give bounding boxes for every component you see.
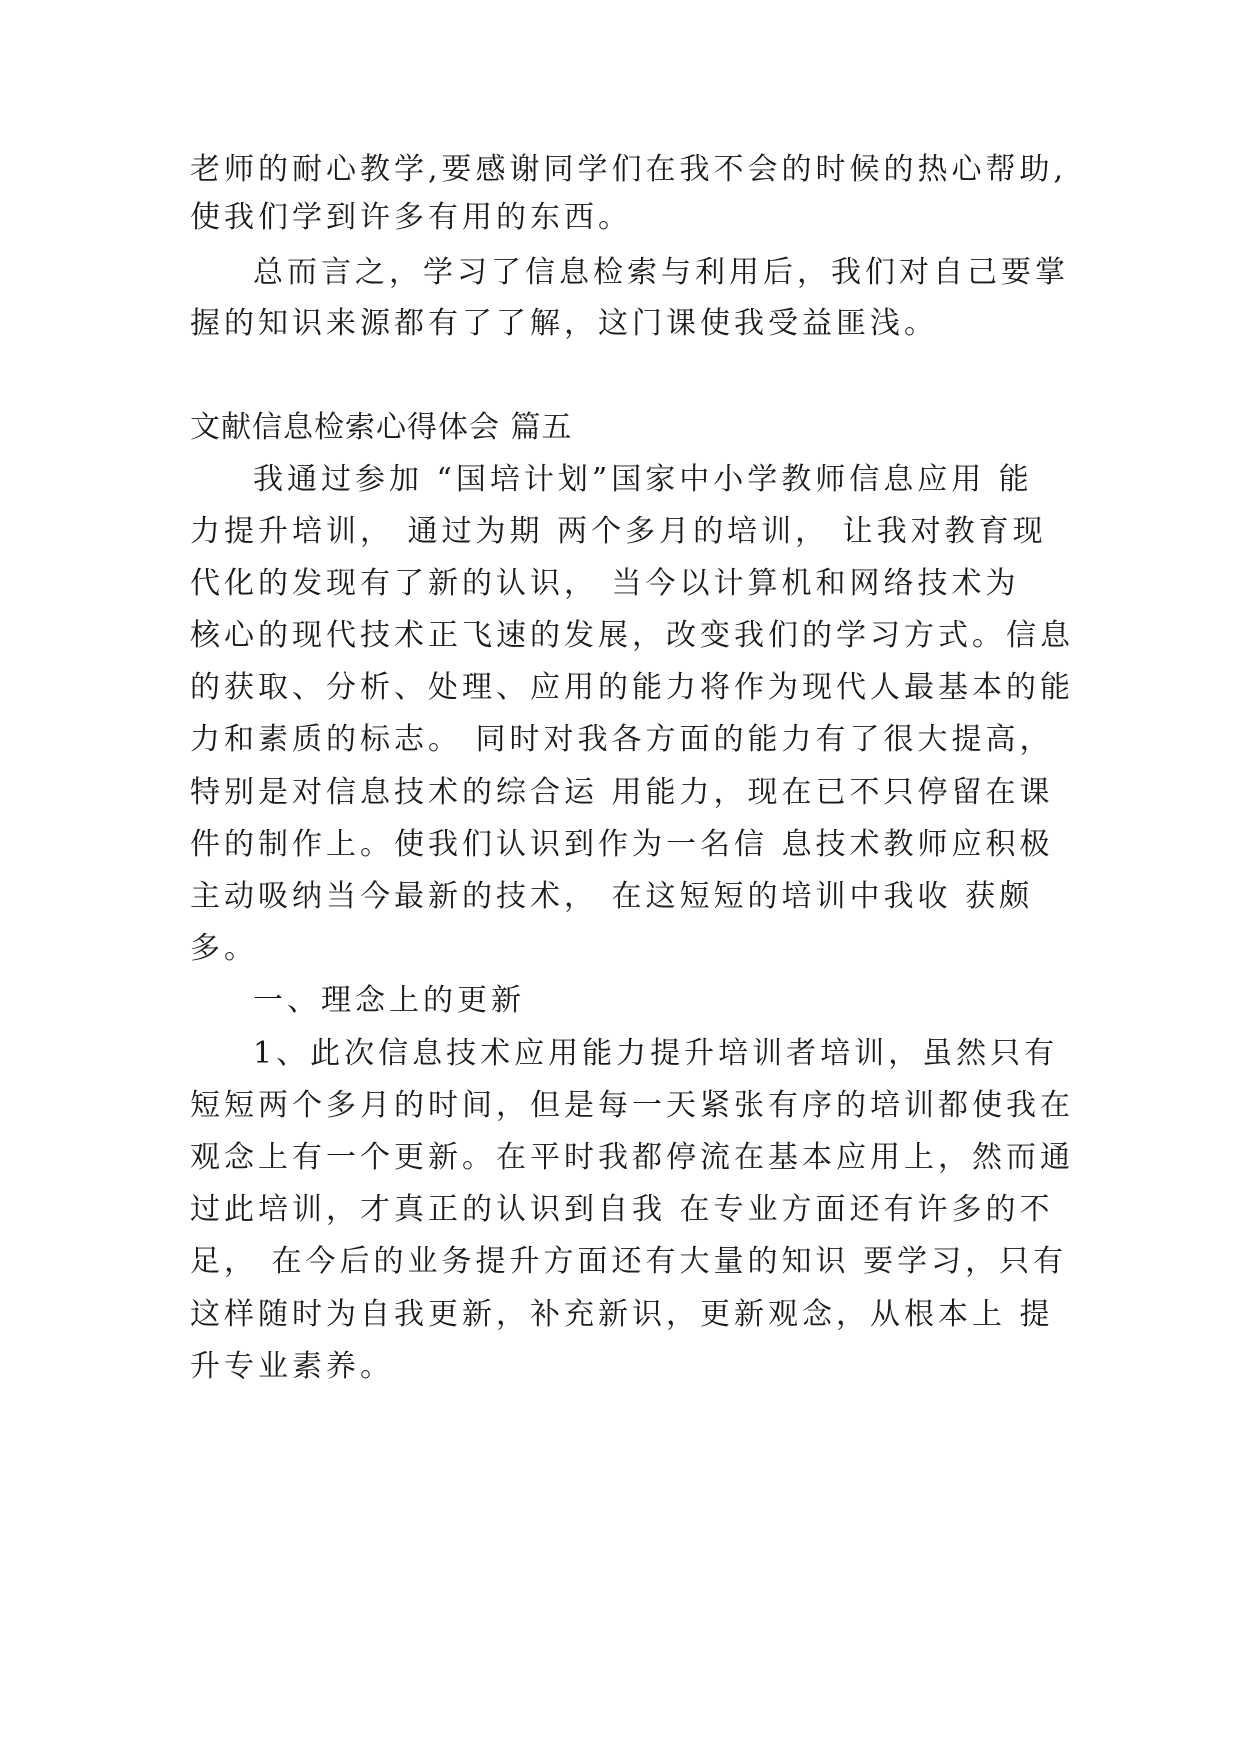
text-line: 核心的现代技术正飞速的发展，改变我们的学习方式。信息 <box>190 618 1074 653</box>
text-line: 特别是对信息技术的综合运 用能力，现在已不只停留在课 <box>190 775 1054 810</box>
text-line: 代化的发现有了新的认识， 当今以计算机和网络技术为 <box>190 566 1020 601</box>
text-line: 短短两个多月的时间，但是每一天紧张有序的培训都使我在 <box>190 1088 1074 1123</box>
text-line: 我通过参加 “国培计划”国家中小学教师信息应用 能 <box>253 462 1033 497</box>
text-line: 主动吸纳当今最新的技术， 在这短短的培训中我收 获颇 <box>190 879 1034 914</box>
text-line: 总而言之，学习了信息检索与利用后，我们对自己要掌 <box>253 255 1069 290</box>
text-line: 过此培训，才真正的认识到自我 在专业方面还有许多的不 <box>190 1192 1054 1227</box>
text-line: 件的制作上。使我们认识到作为一名信 息技术教师应积极 <box>190 827 1054 862</box>
text-line: 的获取、分析、处理、应用的能力将作为现代人最基本的能 <box>190 670 1074 705</box>
text-line: 力和素质的标志。 同时对我各方面的能力有了很大提高， <box>190 722 1054 757</box>
text-line: 握的知识来源都有了了解，这门课使我受益匪浅。 <box>190 306 938 341</box>
text-line: 足， 在今后的业务提升方面还有大量的知识 要学习，只有 <box>190 1244 1068 1279</box>
text-line: 老师的耐心教学,要感谢同学们在我不会的时候的热心帮助, <box>190 152 1068 187</box>
text-line: 力提升培训， 通过为期 两个多月的培训， 让我对教育现 <box>190 514 1047 549</box>
text-line: 观念上有一个更新。在平时我都停流在基本应用上，然而通 <box>190 1140 1074 1175</box>
text-line: 这样随时为自我更新，补充新识，更新观念，从根本上 提 <box>190 1297 1054 1332</box>
text-line: 使我们学到许多有用的东西。 <box>190 200 632 235</box>
subheading: 一、理念上的更新 <box>253 983 525 1018</box>
text-line: 1、此次信息技术应用能力提升培训者培训，虽然只有 <box>253 1036 1059 1071</box>
text-line: 升专业素养。 <box>190 1349 394 1384</box>
text-line: 多。 <box>190 931 258 966</box>
section-title: 文献信息检索心得体会 篇五 <box>190 410 573 445</box>
